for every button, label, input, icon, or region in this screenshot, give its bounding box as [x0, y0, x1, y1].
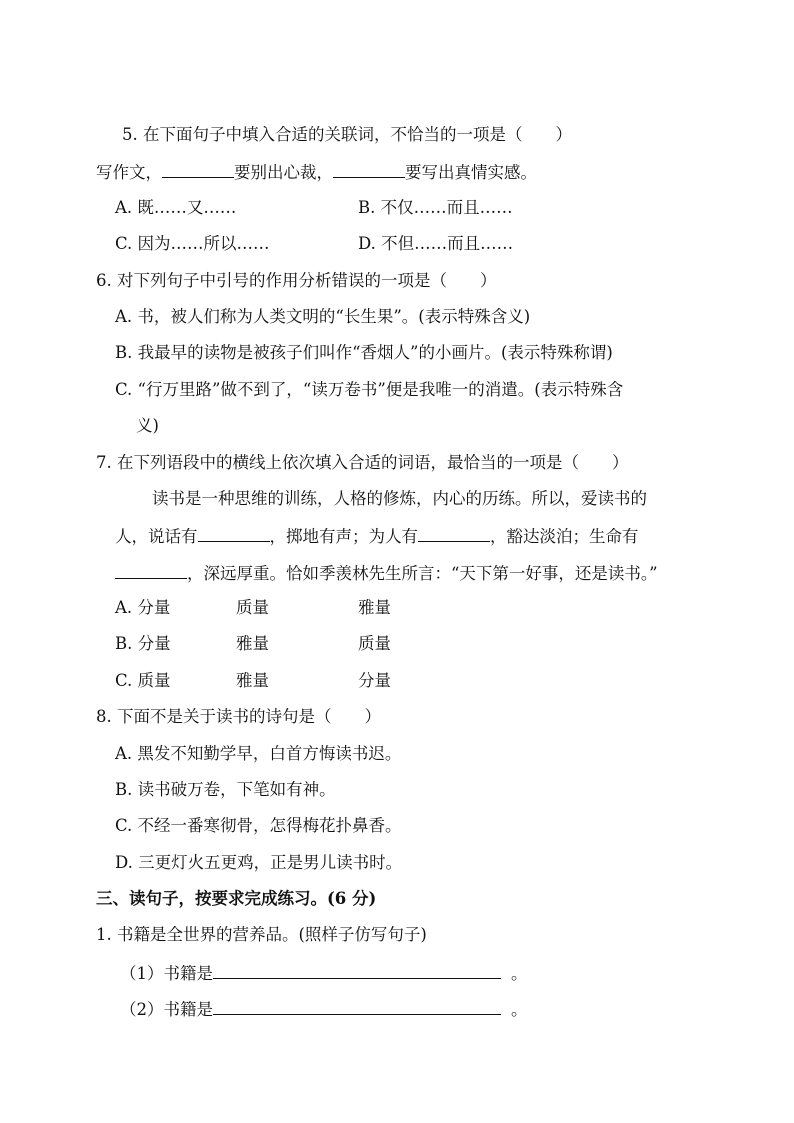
- q8-stem: 8. 下面不是关于读书的诗句是（ ）: [96, 707, 381, 726]
- q5-sentence-part-b: 要别出心裁，: [234, 163, 333, 182]
- q7-option-c-word-1: C. 质量: [115, 671, 171, 690]
- q6-stem: 6. 对下列句子中引号的作用分析错误的一项是（ ）: [96, 271, 497, 290]
- q7-option-b[interactable]: [115, 632, 171, 656]
- q5-sentence-part-a: 写作文，: [96, 163, 162, 182]
- q7-option-a-word-1: A. 分量: [115, 598, 171, 617]
- q7-option-b-word-2: 雅量: [236, 634, 269, 653]
- section-3-item-2-answer-line[interactable]: [213, 996, 501, 1015]
- q7-p2-c: ，豁达淡泊；生命有: [490, 527, 639, 546]
- q7-passage-line-1: 读书是一种思维的训练，人格的修炼，内心的历练。所以，爱读书的: [152, 489, 647, 508]
- q8-option-d[interactable]: D. 三更灯火五更鸡，正是男儿读书时。: [115, 853, 403, 872]
- q7-passage-line-3: [115, 560, 658, 586]
- section-3-item-2-label: （2）书籍是: [120, 1000, 213, 1019]
- q8-option-c[interactable]: C. 不经一番寒彻骨，怎得梅花扑鼻香。: [115, 816, 402, 835]
- section-3-item-1-label: （1）书籍是: [120, 964, 213, 983]
- q7-blank-3[interactable]: [115, 560, 187, 579]
- q7-blank-2[interactable]: [418, 523, 490, 542]
- q8-option-a[interactable]: A. 黑发不知勤学早，白首方悔读书迟。: [115, 744, 402, 763]
- section-3-title: 三、读句子，按要求完成练习。(6 分): [96, 889, 377, 908]
- q5-option-c[interactable]: C. 因为……所以……: [115, 234, 270, 253]
- section-3-item-2-end: 。: [511, 1000, 528, 1019]
- q5-option-a[interactable]: A. 既……又……: [115, 198, 237, 217]
- q7-p2-b: ，掷地有声；为人有: [269, 527, 418, 546]
- q7-p3-b: ，深远厚重。恰如季羡林先生所言：“天下第一好事，还是读书。”: [187, 564, 658, 583]
- q7-option-c-word-3: 分量: [358, 671, 391, 690]
- q7-p2-a: 人，说话有: [115, 527, 198, 546]
- q5-option-b[interactable]: B. 不仅……而且……: [358, 198, 513, 217]
- q7-option-a-word-2: 质量: [236, 598, 269, 617]
- q7-blank-1[interactable]: [198, 523, 270, 542]
- q6-option-c-cont: 义): [136, 416, 159, 435]
- q7-option-b-word-3: 质量: [358, 634, 391, 653]
- q7-option-c-word-2: 雅量: [236, 671, 269, 690]
- q7-option-b-word-1: B. 分量: [115, 634, 171, 653]
- q6-option-c[interactable]: C. “行万里路”做不到了，“读万卷书”便是我唯一的消遣。(表示特殊含: [115, 380, 624, 399]
- q5-sentence-part-c: 要写出真情实感。: [405, 163, 537, 182]
- section-3-item-2: [120, 996, 528, 1022]
- q5-stem: 5. 在下面句子中填入合适的关联词，不恰当的一项是（ ）: [122, 125, 572, 144]
- section-3-item-1-end: 。: [511, 964, 528, 983]
- q5-option-d[interactable]: D. 不但……而且……: [358, 234, 514, 253]
- q5-blank-1[interactable]: [162, 159, 234, 178]
- q7-passage-line-2: [115, 523, 639, 549]
- section-3-q1-stem: 1. 书籍是全世界的营养品。(照样子仿写句子): [96, 925, 427, 944]
- q7-option-c[interactable]: [115, 669, 171, 693]
- q5-blank-2[interactable]: [333, 159, 405, 178]
- q8-option-b[interactable]: B. 读书破万卷，下笔如有神。: [115, 780, 336, 799]
- q7-stem: 7. 在下列语段中的横线上依次填入合适的词语，最恰当的一项是（ ）: [96, 453, 629, 472]
- q7-option-a-word-3: 雅量: [358, 598, 391, 617]
- section-3-item-1: [120, 960, 528, 986]
- q7-option-a[interactable]: [115, 596, 170, 620]
- q5-sentence: [96, 159, 537, 185]
- q6-option-b[interactable]: B. 我最早的读物是被孩子们叫作“香烟人”的小画片。(表示特殊称谓): [115, 343, 613, 362]
- section-3-item-1-answer-line[interactable]: [213, 960, 501, 979]
- q6-option-a[interactable]: A. 书，被人们称为人类文明的“长生果”。(表示特殊含义): [115, 307, 531, 326]
